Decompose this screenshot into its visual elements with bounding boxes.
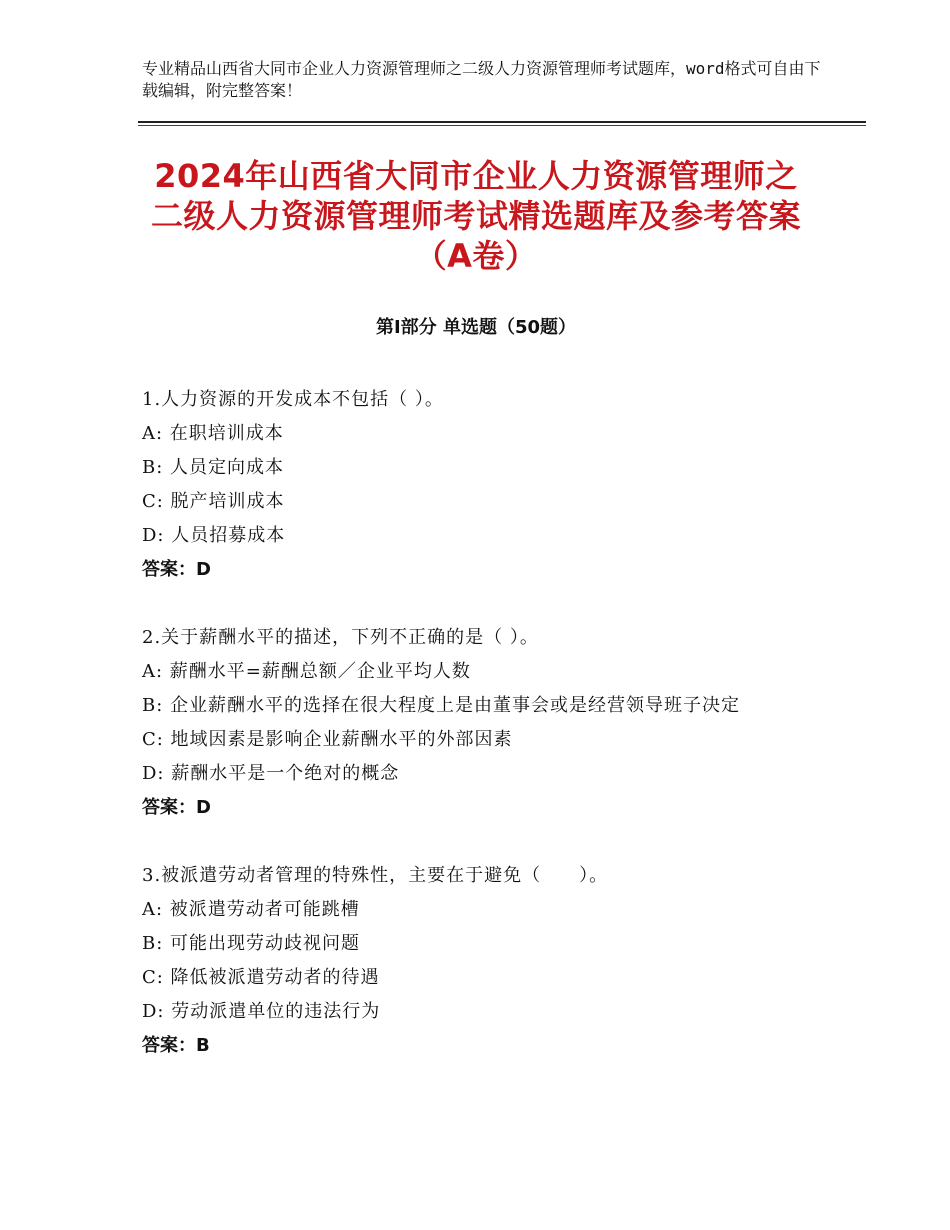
option-c: C: 降低被派遣劳动者的待遇 [142, 967, 380, 988]
option-d: D: 劳动派遣单位的违法行为 [142, 1001, 381, 1022]
question-stem: 2.关于薪酬水平的描述，下列不正确的是（ ）。 [142, 627, 539, 648]
answer: 答案：B [142, 1035, 210, 1056]
document-title: 2024年山西省大同市企业人力资源管理师之二级人力资源管理师考试精选题库及参考答案（A卷） [150, 157, 801, 275]
section-title: 第Ⅰ部分 单选题（50题） [375, 317, 576, 338]
option-c: C: 脱产培训成本 [142, 491, 285, 512]
header-rule-thick [138, 121, 866, 123]
answer: 答案：D [142, 797, 211, 818]
option-d: D: 薪酬水平是一个绝对的概念 [142, 763, 400, 784]
header-note: 专业精品山西省大同市企业人力资源管理师之二级人力资源管理师考试题库，word格式可自由下载编辑，附完整答案！ [142, 59, 821, 100]
option-d: D: 人员招募成本 [142, 525, 286, 546]
option-b: B: 企业薪酬水平的选择在很大程度上是由董事会或是经营领导班子决定 [142, 695, 741, 716]
question-stem: 1.人力资源的开发成本不包括（ ）。 [142, 389, 444, 410]
question-stem: 3.被派遣劳动者管理的特殊性，主要在于避免（ ）。 [142, 865, 609, 886]
question-1 [142, 383, 822, 587]
option-b: B: 可能出现劳动歧视问题 [142, 933, 361, 954]
header-rule-thin [138, 125, 866, 126]
option-a: A: 在职培训成本 [142, 423, 284, 444]
option-a: A: 薪酬水平=薪酬总额／企业平均人数 [142, 661, 471, 682]
question-list [142, 383, 822, 1097]
question-3 [142, 859, 822, 1063]
question-2 [142, 621, 822, 825]
answer: 答案：D [142, 559, 211, 580]
option-a: A: 被派遣劳动者可能跳槽 [142, 899, 360, 920]
option-b: B: 人员定向成本 [142, 457, 285, 478]
option-c: C: 地域因素是影响企业薪酬水平的外部因素 [142, 729, 513, 750]
